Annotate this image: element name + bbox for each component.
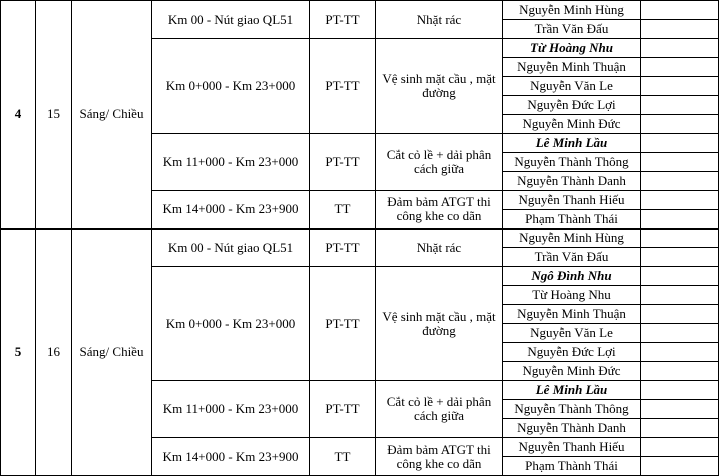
worker-name: Nguyễn Văn Le [503,324,641,343]
worker-name: Nguyễn Thành Danh [503,172,641,191]
blank-cell [641,115,719,134]
blank-cell [641,305,719,324]
unit-cell: PT-TT [310,267,376,381]
location-cell: Km 00 - Nút giao QL51 [152,1,310,39]
blank-cell [641,400,719,419]
worker-name: Phạm Thành Thái [503,210,641,229]
location-cell: Km 0+000 - Km 23+000 [152,39,310,134]
worker-name: Nguyễn Minh Hùng [503,229,641,248]
blank-cell [641,39,719,58]
worker-name: Nguyễn Minh Đức [503,115,641,134]
table-row [1,1,719,20]
team-leader-name: Ngô Đình Nhu [503,267,641,286]
worker-name: Nguyễn Minh Hùng [503,1,641,20]
worker-name: Nguyễn Thành Thông [503,153,641,172]
worker-name: Nguyễn Thành Danh [503,419,641,438]
blank-cell [641,286,719,305]
team-leader-name: Từ Hoàng Nhu [503,39,641,58]
location-cell: Km 11+000 - Km 23+000 [152,381,310,438]
location-cell: Km 14+000 - Km 23+900 [152,191,310,229]
location-cell: Km 0+000 - Km 23+000 [152,267,310,381]
blank-cell [641,1,719,20]
shift-cell: Sáng/ Chiều [72,229,152,476]
blank-cell [641,457,719,476]
stt-cell: 4 [1,1,36,229]
day-cell: 16 [36,229,72,476]
worker-name: Trần Văn Đấu [503,248,641,267]
blank-cell [641,96,719,115]
blank-cell [641,172,719,191]
worker-name: Nguyễn Minh Đức [503,362,641,381]
worker-name: Nguyễn Thành Thông [503,400,641,419]
table-body [1,1,719,476]
worker-name: Nguyễn Văn Le [503,77,641,96]
work-cell: Nhặt rác [376,1,503,39]
work-cell: Vệ sinh mặt cầu , mặt đường [376,267,503,381]
work-cell: Cắt cỏ lề + dải phân cách giữa [376,381,503,438]
work-cell: Vệ sinh mặt cầu , mặt đường [376,39,503,134]
blank-cell [641,381,719,400]
worker-name: Từ Hoàng Nhu [503,286,641,305]
work-cell: Đảm bảm ATGT thi công khe co dãn [376,438,503,476]
unit-cell: PT-TT [310,39,376,134]
blank-cell [641,343,719,362]
worker-name: Nguyễn Thanh Hiếu [503,438,641,457]
worker-name: Nguyễn Đức Lợi [503,96,641,115]
unit-cell: PT-TT [310,1,376,39]
unit-cell: PT-TT [310,229,376,267]
blank-cell [641,267,719,286]
location-cell: Km 11+000 - Km 23+000 [152,134,310,191]
blank-cell [641,20,719,39]
blank-cell [641,210,719,229]
day-cell: 15 [36,1,72,229]
blank-cell [641,229,719,248]
worker-name: Phạm Thành Thái [503,457,641,476]
team-leader-name: Lê Minh Lầu [503,381,641,400]
worker-name: Trần Văn Đấu [503,20,641,39]
blank-cell [641,419,719,438]
unit-cell: PT-TT [310,381,376,438]
blank-cell [641,438,719,457]
unit-cell: TT [310,438,376,476]
work-cell: Cắt cỏ lề + dải phân cách giữa [376,134,503,191]
worker-name: Nguyễn Minh Thuận [503,58,641,77]
blank-cell [641,77,719,96]
worker-name: Nguyễn Đức Lợi [503,343,641,362]
stt-cell: 5 [1,229,36,476]
work-cell: Nhặt rác [376,229,503,267]
blank-cell [641,324,719,343]
location-cell: Km 00 - Nút giao QL51 [152,229,310,267]
blank-cell [641,134,719,153]
blank-cell [641,362,719,381]
location-cell: Km 14+000 - Km 23+900 [152,438,310,476]
work-cell: Đảm bảm ATGT thi công khe co dãn [376,191,503,229]
blank-cell [641,191,719,210]
worker-name: Nguyễn Thanh Hiếu [503,191,641,210]
table-row [1,229,719,248]
shift-cell: Sáng/ Chiều [72,1,152,229]
unit-cell: PT-TT [310,134,376,191]
unit-cell: TT [310,191,376,229]
blank-cell [641,153,719,172]
blank-cell [641,58,719,77]
blank-cell [641,248,719,267]
team-leader-name: Lê Minh Lầu [503,134,641,153]
worker-name: Nguyễn Minh Thuận [503,305,641,324]
